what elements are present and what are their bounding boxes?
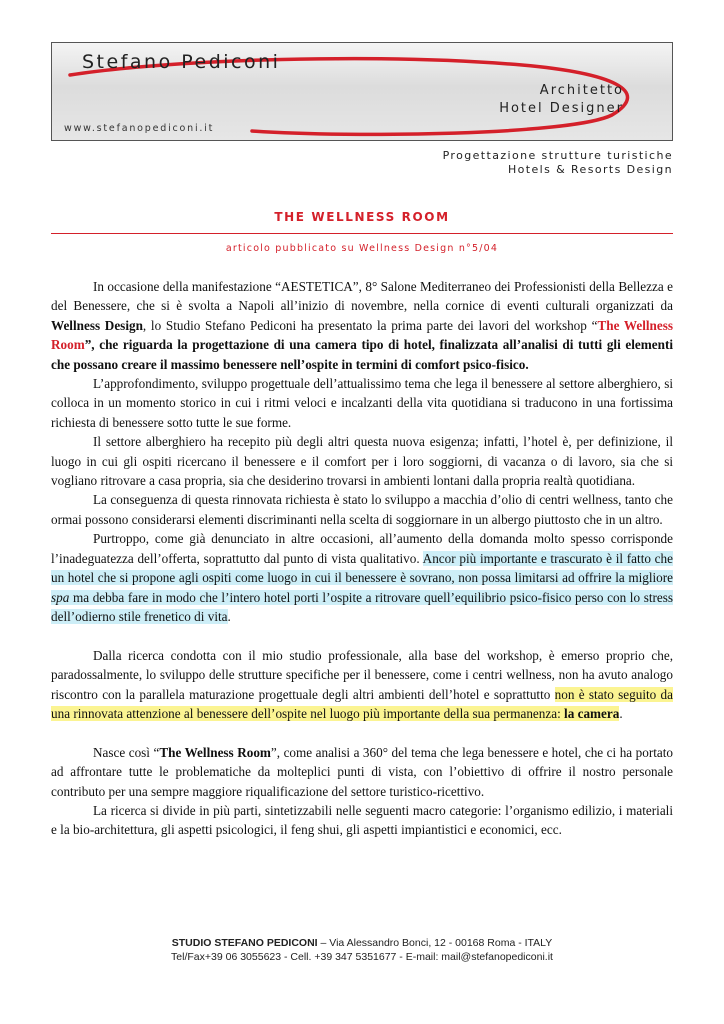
footer-contacts — [51, 936, 673, 964]
tagline-primary: Progettazione strutture turistiche — [442, 149, 673, 162]
role-architect: Architetto — [539, 83, 624, 98]
footer-studio-name: STUDIO STEFANO PEDICONI — [171, 937, 318, 949]
paragraph-5: Purtroppo, come già denunciato in altre occasioni, all’aumento della domanda molto spesso corrisponde l’inadeguatezza dell’offerta, soprattutto dal punto di vista qualitativo. Ancor più importante e trascurato è il fatto che un hotel che si propone agli ospiti come luogo in cui il benessere è sovrano, non possa limitarsi ad offrire la migliore spa ma debba fare in modo che l’intero hotel porti l’ospite a ritrovare quell’equilibrio psico-fisico perso con lo stress dell’odierno stile frenetico di vita. — [51, 531, 673, 624]
header-banner — [51, 42, 673, 141]
paragraph-2: L’approfondimento, sviluppo progettuale dell’attualissimo tema che lega il benessere al settore alberghiero, si colloca in un momento storico in cui i ritmi veloci e incalzanti della vita quotidiana si traducono in una fortissima richiesta di benessere sotto tutte le sue forme. — [51, 376, 673, 430]
title-divider — [51, 233, 673, 234]
workshop-name: The Wellness Room — [51, 317, 673, 353]
paragraph-7: Nasce così “The Wellness Room”, come analisi a 360° del tema che lega benessere e hotel, che ci ha portato ad affrontare tutte le problematiche da molteplici punti di vista, con l’obiettivo di offrire il nostro personale contributo per una sempre maggiore riqualificazione del settore turistico-ricettivo. — [51, 744, 674, 799]
brand-name: Stefano Pediconi — [82, 51, 281, 73]
tagline-secondary: Hotels & Resorts Design — [507, 163, 673, 176]
footer-address: – Via Alessandro Bonci, 12 - 00168 Roma - ITALY — [317, 937, 553, 949]
role-hotel-designer: Hotel Designer — [499, 101, 624, 116]
paragraph-6: Dalla ricerca condotta con il mio studio professionale, alla base del workshop, è emerso proprio che, paradossalmente, lo sviluppo delle strutture specifiche per il benessere, come i centri wellness, non ha avuto analogo riscontro con la parallela maturazione progettuale degli altri ambienti dell’hotel e soprattutto non è stato seguito da una rinnovata attenzione al benessere dell’ospite nel luogo più importante della sua permanenza: la camera. — [51, 647, 674, 721]
article-subtitle: articolo pubblicato su Wellness Design n°5/04 — [225, 243, 499, 254]
highlight-blue: Ancor più importante e trascurato è il fatto che un hotel che si propone agli ospiti come luogo in cui il benessere è sovrano, non possa limitarsi ad offrire la migliore spa ma debba fare in modo che l’intero hotel porti l’ospite a ritrovare quell’equilibrio psico-fisico perso con lo stress dell’odierno stile frenetico di vita — [51, 550, 673, 624]
paragraph-4: La conseguenza di questa rinnovata richiesta è stato lo sviluppo a macchia d’olio di centri wellness, tanto che ormai possono considerarsi elementi discriminanti nella scelta di soggiornare in un albergo piuttosto che in un altro. — [51, 492, 673, 527]
website-link[interactable]: www.stefanopediconi.it — [64, 123, 215, 134]
article-body — [51, 277, 673, 840]
paragraph-3: Il settore alberghiero ha recepito più degli altri questa nuova esigenza; infatti, l’hotel è, per definizione, il luogo in cui gli ospiti ricercano il benessere e il comfort per i loro soggiorni, di vacanza o di lavoro, sia che si vogliano ritrovare a casa propria, sia che desiderino trovarsi in ambienti lontani dalla propria realtà quotidiana. — [51, 434, 673, 489]
magazine-name: Wellness Design — [51, 317, 143, 333]
paragraph-1: In occasione della manifestazione “AESTETICA”, 8° Salone Mediterraneo dei Professionisti della Bellezza e del Benessere, che si è svolta a Napoli all’inizio di novembre, nella cornice di eventi culturali organizzati da Wellness Design, lo Studio Stefano Pediconi ha presentato la prima parte dei lavori del workshop “The Wellness Room”, che riguarda la progettazione di una camera tipo di hotel, finalizzata all’analisi di tutti gli elementi che possano creare il massimo benessere nell’ospite in termini di comfort psico-fisico. — [51, 279, 673, 372]
footer-phone-email: Tel/Fax+39 06 3055623 - Cell. +39 347 5351677 - E-mail: mail@stefanopediconi.it — [171, 951, 553, 963]
highlight-yellow: non è stato seguito da una rinnovata attenzione al benessere dell’ospite nel luogo più importante della sua permanenza: la camera — [51, 686, 674, 721]
paragraph-8: La ricerca si divide in più parti, sintetizzabili nelle seguenti macro categorie: l’organismo edilizio, i materiali e la bio-architettura, gli aspetti psicologici, il feng shui, gli aspetti impiantistici e economici, ecc. — [51, 802, 673, 838]
article-title: THE WELLNESS ROOM — [274, 210, 450, 224]
